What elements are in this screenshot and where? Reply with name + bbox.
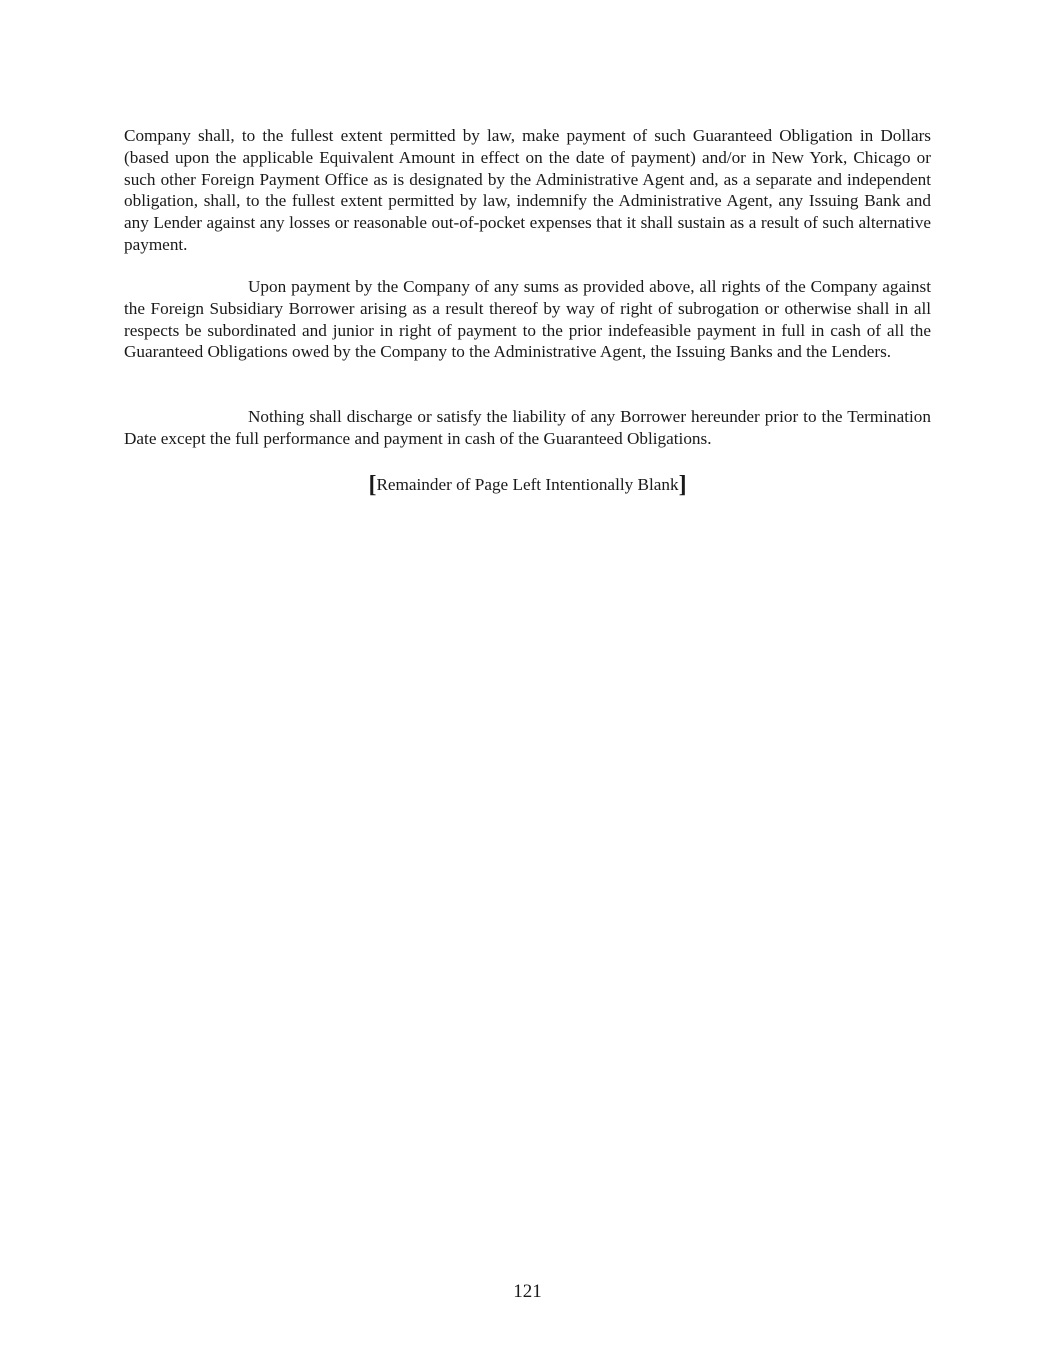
paragraph-payment-in-dollars: Company shall, to the fullest extent permitted by law, make payment of such Guaranteed Obligation in Dollars (based upon the applicable Equivalent Amount in effect on the date of payment) and/or in New York, Chicago or such other Foreign Payment Office as is designated by the Administrative Agent and, as a separate and independent obligation, shall, to the fullest extent permitted by law, indemnify the Administrative Agent, any Issuing Bank and any Lender against any losses or reasonable out-of-pocket expenses that it shall sustain as a result of such alternative payment. (124, 126, 931, 254)
close-bracket: ] (678, 472, 687, 498)
intentionally-blank-note (0, 472, 1055, 498)
page-number: 121 (513, 1281, 542, 1302)
paragraph-subrogation: Upon payment by the Company of any sums as provided above, all rights of the Company against the Foreign Subsidiary Borrower arising as a result thereof by way of right of subrogation or otherwise shall in all respects be subordinated and junior in right of payment to the prior indefeasible payment in full in cash of all the Guaranteed Obligations owed by the Company to the Administrative Agent, the Issuing Banks and the Lenders. (124, 277, 931, 362)
intentionally-blank-text: Remainder of Page Left Intentionally Blank (376, 475, 679, 494)
open-bracket: [ (368, 472, 377, 498)
paragraph-discharge: Nothing shall discharge or satisfy the liability of any Borrower hereunder prior to the Termination Date except the full performance and payment in cash of the Guaranteed Obligations. (124, 407, 931, 448)
